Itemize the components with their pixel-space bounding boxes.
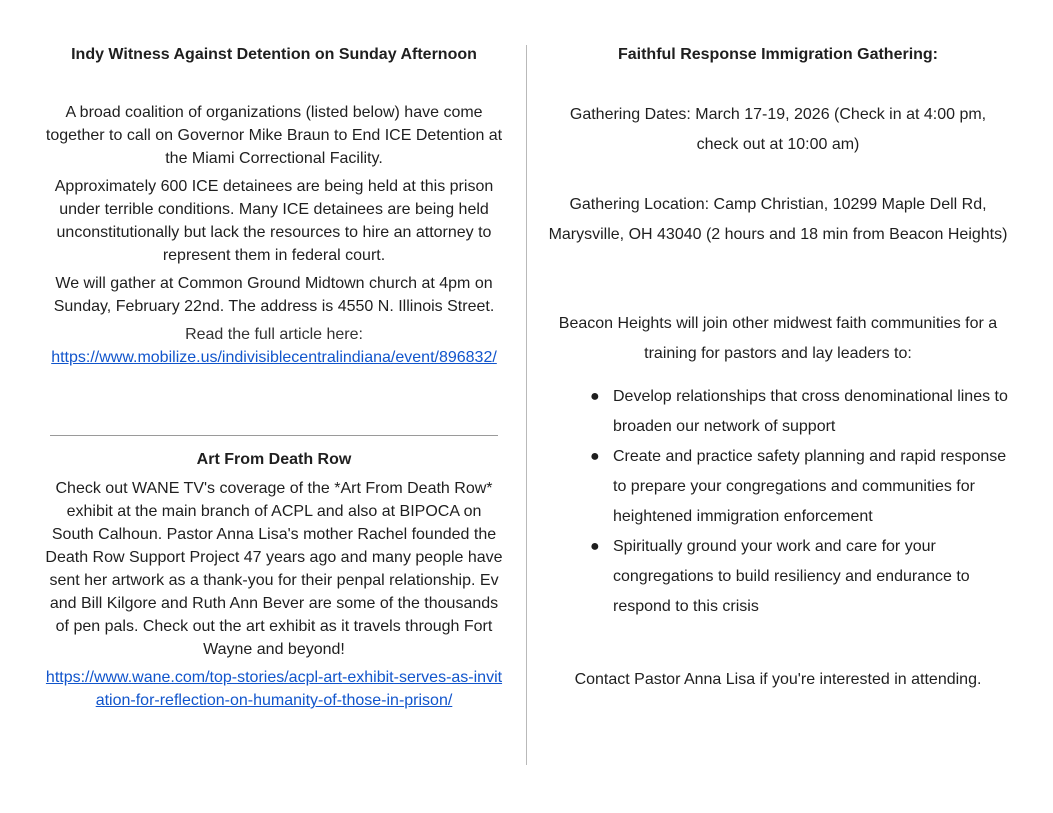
gathering-title: Faithful Response Immigration Gathering: [617,46,939,63]
gathering-location-block [548,190,1008,250]
bullet-icon: ● [590,538,600,555]
indy-witness-paragraph-1: A broad coalition of organizations (listed below) have come together to call on Governor Mike Braun to End ICE Detention at the Miami Correctional Facility. [45,104,503,167]
contact-text: Contact Pastor Anna Lisa if you're interested in attending. [574,671,982,688]
art-from-death-row-section [45,450,503,712]
indy-witness-paragraph-3: We will gather at Common Ground Midtown church at 4pm on Sunday, February 22nd. The address is 4550 N. Illinois Street. [53,275,495,315]
bullet-icon: ● [590,448,600,465]
art-from-death-row-title: Art From Death Row [196,451,352,468]
indy-witness-body [45,101,503,369]
read-more-label: Read the full article here: [185,326,363,343]
art-from-death-row-body: Check out WANE TV's coverage of the *Art From Death Row* exhibit at the main branch of ACPL and also at BIPOCA on South Calhoun. Pastor Anna Lisa's mother Rachel founded the Death Row Support Project 47 years ago and many people have sent her artwork as a thank-you for their penpal relationship. Ev and Bill Kilgore and Ruth Ann Bever are some of the thousands of pen pals. Check out the art exhibit as it travels through Fort Wayne and beyond! [45,480,503,658]
gathering-intro: Beacon Heights will join other midwest faith communities for a training for pastors and lay leaders to: [558,315,998,362]
bullet-icon: ● [590,388,600,405]
wane-article-link[interactable]: https://www.wane.com/top-stories/acpl-art-exhibit-serves-as-invitation-for-reflection-on-humanity-of-those-in-prison/ [45,669,503,709]
list-item: ● Develop relationships that cross denominational lines to broaden our network of support [588,382,1008,442]
gathering-dates-block [548,100,1008,160]
list-item: ● Create and practice safety planning and rapid response to prepare your congregations and communities for heightened immigration enforcement [588,442,1008,532]
indy-witness-title: Indy Witness Against Detention on Sunday Afternoon [71,46,477,63]
column-divider [526,45,527,765]
list-item: ● Spiritually ground your work and care for your congregations to build resiliency and endurance to respond to this crisis [588,532,1008,622]
gathering-dates: Gathering Dates: March 17-19, 2026 (Check in at 4:00 pm, check out at 10:00 am) [569,106,987,153]
indy-witness-paragraph-2: Approximately 600 ICE detainees are being held at this prison under terrible conditions. Many ICE detainees are being held unconstitutionally but lack the resources to hire an attorney to represent them in federal court. [54,178,494,264]
gathering-location: Gathering Location: Camp Christian, 10299 Maple Dell Rd, Marysville, OH 43040 (2 hours and 18 min from Beacon Heights) [548,196,1008,243]
mobilize-event-link[interactable]: https://www.mobilize.us/indivisiblecentralindiana/event/896832/ [51,349,497,366]
training-goals-list [588,382,1008,622]
contact-block [548,665,1008,695]
gathering-intro-block [558,309,998,369]
section-divider [50,435,498,436]
